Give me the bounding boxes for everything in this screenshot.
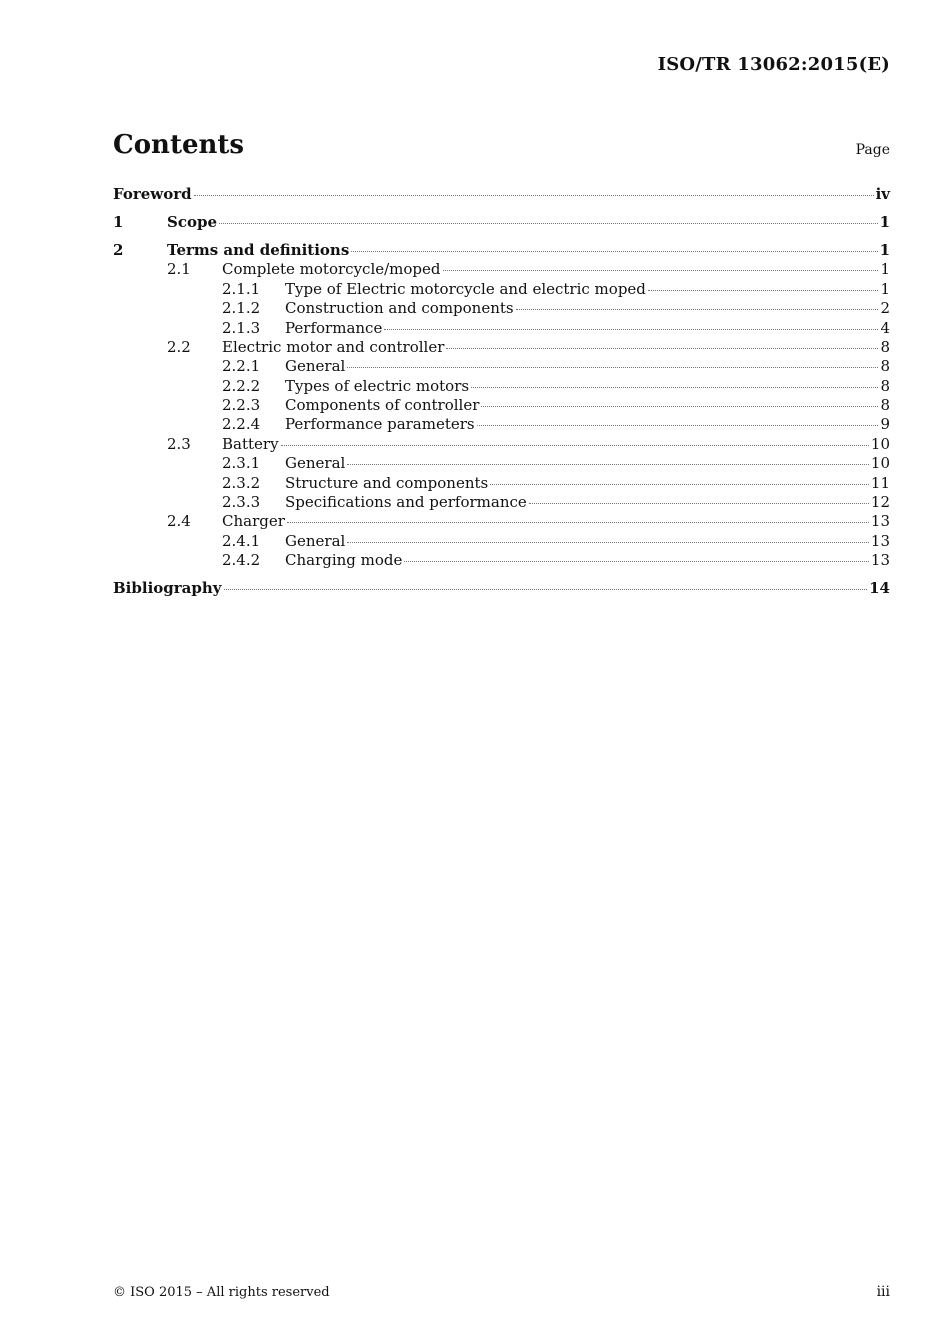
toc-entry-label: Specifications and performance: [285, 493, 527, 512]
toc-entry-2-3[interactable]: [113, 435, 890, 454]
toc-entry-2-2-4[interactable]: [113, 415, 890, 434]
toc-entry-2-2-2[interactable]: [113, 377, 890, 396]
toc-entry-number: 2.2.4: [222, 415, 261, 434]
dot-leader: [384, 329, 878, 330]
toc-entry-number: 2.2.3: [222, 396, 261, 415]
toc-entry-foreword[interactable]: [113, 185, 890, 204]
dot-leader: [446, 348, 878, 349]
toc-entry-number: 2.3.2: [222, 473, 261, 492]
toc-entry-label: Battery: [222, 434, 279, 453]
toc-entry-number: 2.4: [167, 512, 191, 531]
dot-leader: [194, 195, 874, 196]
toc-entry-label: Types of electric motors: [285, 376, 470, 395]
toc-entry-page: 13: [870, 551, 890, 570]
toc-entry-number: 2.4.1: [222, 531, 261, 550]
toc-entry-number: 2.3.3: [222, 493, 261, 512]
toc-entry-label: Construction and components: [285, 299, 514, 318]
toc-entry-label: Performance: [285, 318, 383, 337]
dot-leader: [477, 425, 879, 426]
dot-leader: [281, 445, 869, 446]
toc-entry-page: 1: [879, 240, 890, 259]
toc-entry-scope[interactable]: [113, 213, 890, 232]
toc-entry-number: 2.1: [167, 260, 191, 279]
toc-entry-page: 8: [880, 396, 890, 415]
toc-entry-page: 8: [880, 337, 890, 356]
toc-entry-number: 2: [113, 240, 124, 259]
toc-entry-2-4[interactable]: [113, 512, 890, 531]
toc-entry-page: 10: [870, 434, 890, 453]
dot-leader: [481, 406, 878, 407]
toc-entry-label: Performance parameters: [285, 415, 475, 434]
toc-entry-page: 13: [870, 531, 890, 550]
toc-entry-2-2[interactable]: [113, 338, 890, 357]
toc-entry-page: 8: [880, 357, 890, 376]
copyright-notice: © ISO 2015 – All rights reserved: [113, 1285, 330, 1300]
dot-leader: [287, 522, 869, 523]
toc-entry-label: General: [285, 357, 346, 376]
toc-entry-label: Charging mode: [285, 551, 403, 570]
toc-entry-2-1-3[interactable]: [113, 319, 890, 338]
dot-leader: [443, 270, 879, 271]
toc-entry-page: iv: [875, 185, 890, 203]
toc-entry-label: General: [285, 531, 346, 550]
toc-entry-2-4-1[interactable]: [113, 532, 890, 551]
table-of-contents: [113, 185, 890, 599]
toc-entry-page: 13: [870, 512, 890, 531]
dot-leader: [529, 503, 869, 504]
toc-entry-label: Charger: [222, 512, 285, 531]
toc-entry-number: 2.1.1: [222, 279, 261, 298]
toc-entry-label: Components of controller: [285, 396, 480, 415]
dot-leader: [648, 290, 879, 291]
toc-entry-bibliography[interactable]: [113, 579, 890, 598]
toc-entry-label: Type of Electric motorcycle and electric moped: [285, 279, 646, 298]
toc-entry-2-2-3[interactable]: [113, 396, 890, 415]
toc-entry-page: 2: [880, 299, 890, 318]
dot-leader: [219, 223, 878, 224]
toc-entry-label: General: [285, 454, 346, 473]
toc-entry-page: 9: [880, 415, 890, 434]
toc-entry-number: 2.1.2: [222, 299, 261, 318]
dot-leader: [471, 387, 878, 388]
toc-entry-number: 2.3.1: [222, 454, 261, 473]
toc-entry-number: 1: [113, 212, 124, 231]
dot-leader: [347, 367, 878, 368]
dot-leader: [351, 251, 877, 252]
toc-entry-label: Electric motor and controller: [222, 337, 445, 356]
toc-entry-number: 2.2: [167, 337, 191, 356]
page-title: Contents: [113, 130, 245, 160]
toc-entry-2-1-2[interactable]: [113, 299, 890, 318]
dot-leader: [224, 589, 868, 590]
toc-entry-2-2-1[interactable]: [113, 357, 890, 376]
dot-leader: [347, 542, 869, 543]
toc-entry-page: 14: [869, 579, 890, 598]
toc-entry-page: 1: [879, 212, 890, 231]
toc-entry-label: Scope: [167, 212, 218, 231]
toc-entry-2-3-1[interactable]: [113, 454, 890, 473]
toc-entry-label: Bibliography: [113, 579, 222, 598]
toc-entry-2-4-2[interactable]: [113, 551, 890, 570]
toc-entry-2-1-1[interactable]: [113, 280, 890, 299]
toc-entry-number: 2.2.2: [222, 376, 261, 395]
toc-entry-page: 8: [880, 376, 890, 395]
toc-entry-page: 11: [870, 473, 890, 492]
toc-entry-number: 2.4.2: [222, 551, 261, 570]
dot-leader: [404, 561, 868, 562]
dot-leader: [516, 309, 879, 310]
toc-entry-label: Foreword: [113, 185, 192, 203]
toc-entry-number: 2.1.3: [222, 318, 261, 337]
toc-entry-page: 1: [880, 260, 890, 279]
toc-entry-label: Terms and definitions: [167, 240, 350, 259]
toc-entry-page: 12: [870, 493, 890, 512]
document-id: ISO/TR 13062:2015(E): [657, 54, 890, 75]
toc-entry-label: Structure and components: [285, 473, 489, 492]
page-column-label: Page: [855, 142, 890, 158]
dot-leader: [490, 484, 869, 485]
toc-entry-number: 2.2.1: [222, 357, 261, 376]
page-number: iii: [876, 1284, 890, 1300]
toc-entry-2-1[interactable]: [113, 260, 890, 279]
dot-leader: [347, 464, 869, 465]
toc-entry-page: 1: [880, 279, 890, 298]
toc-entry-page: 10: [870, 454, 890, 473]
toc-entry-terms-and-definitions[interactable]: [113, 241, 890, 260]
toc-entry-page: 4: [880, 318, 890, 337]
toc-entry-2-3-2[interactable]: [113, 474, 890, 493]
toc-entry-label: Complete motorcycle/moped: [222, 260, 441, 279]
toc-entry-number: 2.3: [167, 434, 191, 453]
toc-entry-2-3-3[interactable]: [113, 493, 890, 512]
